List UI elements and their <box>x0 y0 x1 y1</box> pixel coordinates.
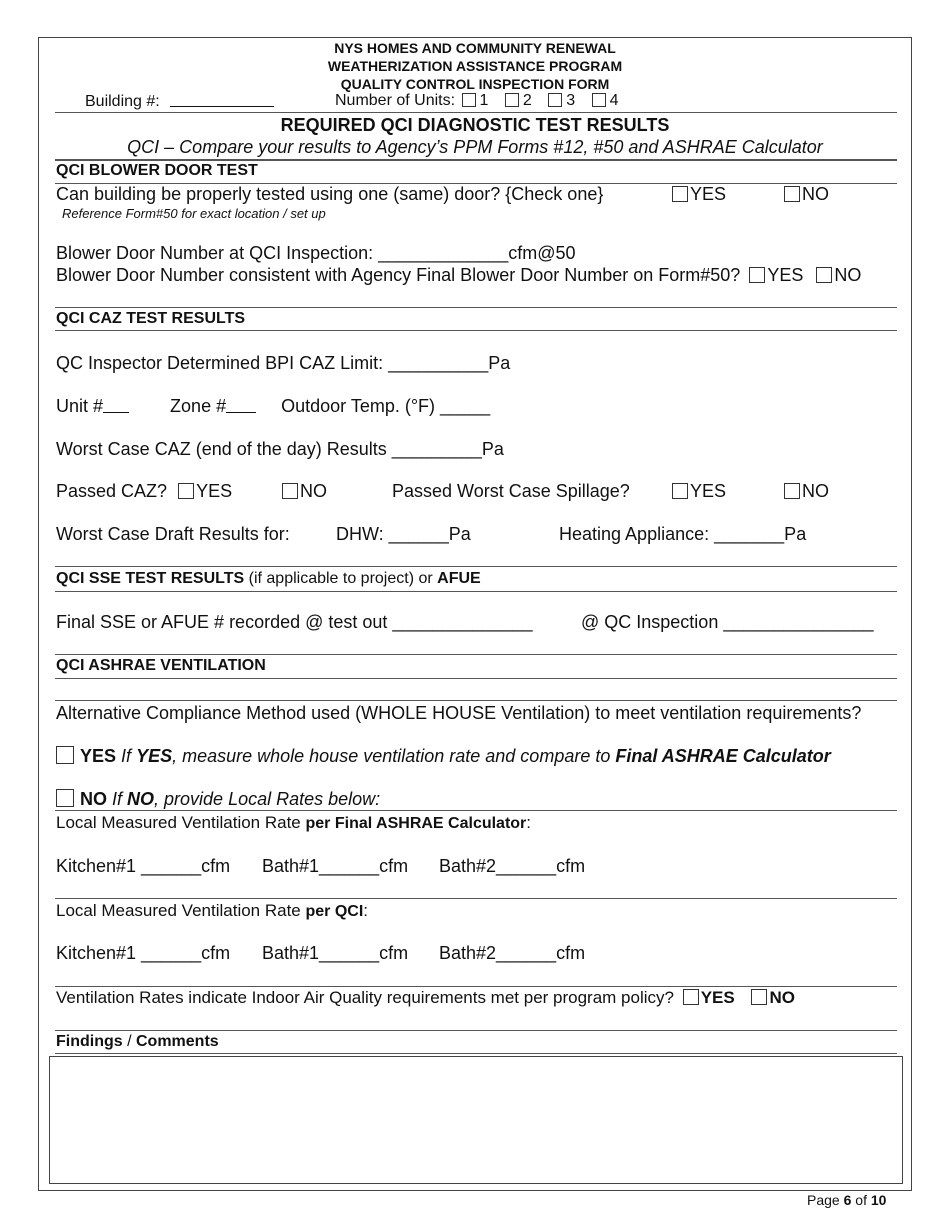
spillage-label: Passed Worst Case Spillage? <box>392 481 630 501</box>
yes-label: YES <box>80 746 117 766</box>
unit-3-label: 3 <box>566 92 576 109</box>
blower-consistent-row <box>56 265 861 286</box>
no-label: NO <box>802 184 829 204</box>
ashrae-no-checkbox[interactable] <box>56 789 74 807</box>
findings-heading <box>56 1033 219 1051</box>
total-pages: 10 <box>870 1192 887 1208</box>
draft-results-label: Worst Case Draft Results for: <box>56 524 290 544</box>
unit-zone-row <box>56 396 490 417</box>
if-text: If <box>112 789 128 809</box>
findings-label: Findings <box>56 1033 123 1050</box>
unit-4-label: 4 <box>609 92 619 109</box>
worst-caz-field[interactable]: Worst Case CAZ (end of the day) Results _________Pa <box>56 439 504 459</box>
unit-2-checkbox[interactable] <box>505 93 519 107</box>
comments-label: Comments <box>136 1033 219 1050</box>
building-label: Building #: <box>85 93 160 110</box>
colon: : <box>526 813 532 832</box>
program-title: WEATHERIZATION ASSISTANCE PROGRAM <box>327 58 623 74</box>
unit-2-label: 2 <box>522 92 532 109</box>
unit-input[interactable] <box>103 398 129 413</box>
blower-no-checkbox[interactable] <box>784 186 800 202</box>
consistent-yes-checkbox[interactable] <box>749 267 765 283</box>
building-field <box>85 92 274 111</box>
divider <box>55 307 897 308</box>
iaq-question: Ventilation Rates indicate Indoor Air Quality requirements met per program policy? <box>56 988 674 1007</box>
unit-1-label: 1 <box>479 92 489 109</box>
bath1-qci-field[interactable]: Bath#1______cfm <box>262 943 409 963</box>
section-title: REQUIRED QCI DIAGNOSTIC TEST RESULTS <box>280 115 670 135</box>
kitchen1-qci-field[interactable]: Kitchen#1 ______cfm <box>56 943 231 963</box>
sse-final-field[interactable]: Final SSE or AFUE # recorded @ test out ______________ <box>56 612 533 632</box>
page-number <box>807 1192 886 1208</box>
passed-caz-label: Passed CAZ? <box>56 481 168 501</box>
agency-title: NYS HOMES AND COMMUNITY RENEWAL <box>334 40 616 56</box>
iaq-row <box>56 988 795 1008</box>
ashrae-yes-row <box>56 746 831 767</box>
divider <box>55 159 897 161</box>
colon: : <box>363 901 369 920</box>
divider <box>55 1053 897 1054</box>
passed-caz-no-option <box>282 481 327 502</box>
units-label: Number of Units: <box>335 92 456 109</box>
yes-emphasis: YES <box>136 746 173 766</box>
yes-label: YES <box>700 988 735 1007</box>
sse-qc-field[interactable]: @ QC Inspection _______________ <box>581 612 874 632</box>
of-label: of <box>851 1192 871 1208</box>
passed-caz-row <box>56 481 232 502</box>
yes-label: YES <box>690 481 727 501</box>
sse-heading <box>56 570 481 588</box>
zone-input[interactable] <box>226 398 256 413</box>
dhw-field[interactable]: DHW: ______Pa <box>336 524 471 544</box>
yes-instruction: , measure whole house ventilation rate and compare to <box>172 746 616 766</box>
alt-compliance-question: Alternative Compliance Method used (WHOLE HOUSE Ventilation) to meet ventilation requirements? <box>56 703 862 723</box>
no-emphasis: NO <box>127 789 155 809</box>
yes-label: YES <box>690 184 727 204</box>
divider <box>55 591 897 592</box>
bath2-qci-field[interactable]: Bath#2______cfm <box>439 943 586 963</box>
heating-field[interactable]: Heating Appliance: _______Pa <box>559 524 807 544</box>
divider <box>55 566 897 567</box>
passed-caz-no-checkbox[interactable] <box>282 483 298 499</box>
separator: / <box>122 1033 136 1050</box>
divider <box>55 810 897 811</box>
no-label: NO <box>834 265 862 285</box>
outdoor-temp-field[interactable]: Outdoor Temp. (°F) _____ <box>281 396 491 416</box>
no-label: NO <box>80 789 107 809</box>
per-final-ashrae: per Final ASHRAE Calculator <box>305 815 527 832</box>
unit-3-checkbox[interactable] <box>548 93 562 107</box>
units-field <box>335 92 618 110</box>
ashrae-no-row <box>56 789 380 810</box>
blower-no-option <box>784 184 829 205</box>
divider <box>55 700 897 701</box>
divider <box>55 678 897 679</box>
current-page: 6 <box>843 1192 852 1208</box>
blower-question: Can building be properly tested using one (same) door? {Check one} <box>56 184 604 204</box>
divider <box>55 898 897 899</box>
no-label: NO <box>300 481 327 501</box>
unit-label: Unit # <box>56 396 104 416</box>
divider <box>55 330 897 331</box>
blower-heading: QCI BLOWER DOOR TEST <box>56 162 258 179</box>
divider <box>55 654 897 655</box>
afue-heading-bold: AFUE <box>437 570 481 587</box>
per-qci: per QCI <box>305 903 364 920</box>
local-rate-text: Local Measured Ventilation Rate <box>56 813 306 832</box>
unit-1-checkbox[interactable] <box>462 93 476 107</box>
final-ashrae-calculator: Final ASHRAE Calculator <box>615 746 831 766</box>
blower-consistent-question: Blower Door Number consistent with Agency Final Blower Door Number on Form#50? <box>56 265 741 285</box>
unit-4-checkbox[interactable] <box>592 93 606 107</box>
spillage-yes-checkbox[interactable] <box>672 483 688 499</box>
no-label: NO <box>802 481 829 501</box>
passed-caz-yes-checkbox[interactable] <box>178 483 194 499</box>
yes-label: YES <box>196 481 233 501</box>
iaq-yes-checkbox[interactable] <box>683 989 699 1005</box>
if-text: If <box>121 746 137 766</box>
spillage-no-checkbox[interactable] <box>784 483 800 499</box>
section-subtitle: QCI – Compare your results to Agency’s PPM Forms #12, #50 and ASHRAE Calculator <box>127 137 823 157</box>
form-title: QUALITY CONTROL INSPECTION FORM <box>340 76 610 92</box>
bath2-final-field[interactable]: Bath#2______cfm <box>439 856 586 876</box>
blower-number-field[interactable]: Blower Door Number at QCI Inspection: _____________cfm@50 <box>56 243 576 263</box>
iaq-no-checkbox[interactable] <box>751 989 767 1005</box>
divider <box>55 112 897 113</box>
ashrae-heading: QCI ASHRAE VENTILATION <box>56 657 266 674</box>
divider <box>55 986 897 987</box>
local-rate-qci-label <box>56 901 368 921</box>
blower-yes-checkbox[interactable] <box>672 186 688 202</box>
local-rate-text: Local Measured Ventilation Rate <box>56 901 306 920</box>
blower-reference: Reference Form#50 for exact location / set up <box>62 206 326 221</box>
spillage-yes-option <box>672 481 726 502</box>
spillage-no-option <box>784 481 829 502</box>
caz-limit-field[interactable]: QC Inspector Determined BPI CAZ Limit: __________Pa <box>56 353 511 373</box>
divider <box>55 1030 897 1031</box>
no-label: NO <box>769 988 795 1007</box>
blower-yes-option <box>672 184 726 205</box>
kitchen1-final-field[interactable]: Kitchen#1 ______cfm <box>56 856 231 876</box>
local-rate-final-label <box>56 813 531 833</box>
bath1-final-field[interactable]: Bath#1______cfm <box>262 856 409 876</box>
page-label: Page <box>807 1192 844 1208</box>
comments-box[interactable] <box>49 1056 903 1184</box>
sse-heading-mid: (if applicable to project) or <box>244 570 438 587</box>
no-instruction: , provide Local Rates below: <box>154 789 381 809</box>
consistent-no-checkbox[interactable] <box>816 267 832 283</box>
building-input[interactable] <box>170 92 274 107</box>
ashrae-yes-checkbox[interactable] <box>56 746 74 764</box>
zone-label: Zone # <box>170 396 227 416</box>
caz-heading: QCI CAZ TEST RESULTS <box>56 310 246 327</box>
sse-heading-bold: QCI SSE TEST RESULTS <box>56 570 245 587</box>
yes-label: YES <box>767 265 804 285</box>
